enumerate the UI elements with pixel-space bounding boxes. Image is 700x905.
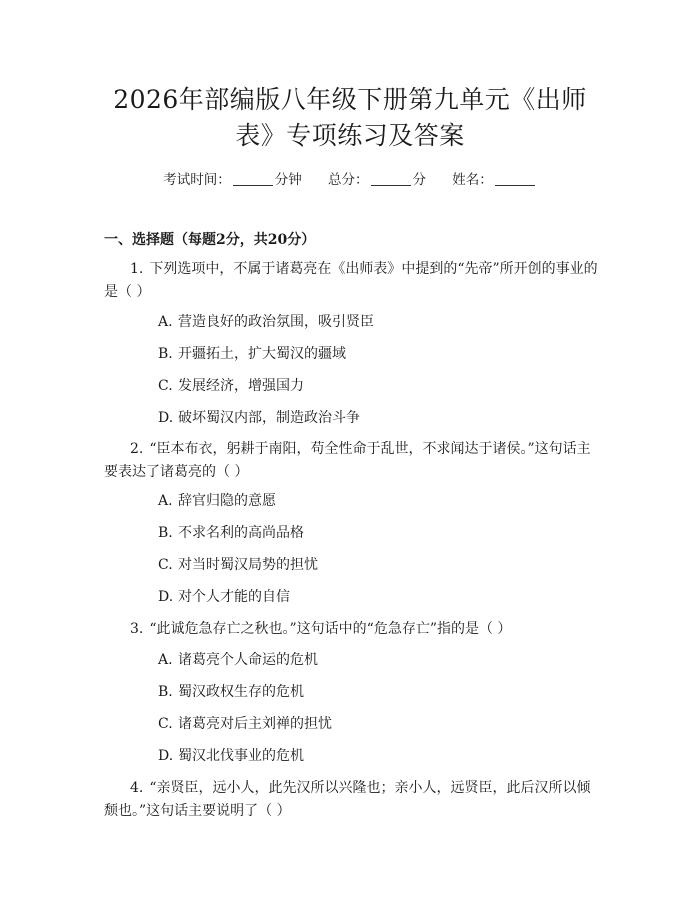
- question-number: 3.: [130, 621, 144, 637]
- option-text: 蜀汉政权生存的危机: [178, 684, 304, 700]
- question-1-option-b: [158, 344, 346, 364]
- exam-time-label: 考试时间：: [163, 172, 231, 188]
- total-score-label: 总分：: [328, 172, 369, 188]
- option-text: 不求名利的高尚品格: [178, 525, 304, 541]
- question-2: [104, 438, 598, 484]
- option-letter: A.: [158, 314, 173, 330]
- question-number: 4.: [130, 780, 144, 796]
- document-title: [60, 82, 640, 154]
- question-number: 1.: [130, 261, 144, 277]
- exam-info: [0, 168, 700, 188]
- question-3-option-b: [158, 682, 304, 702]
- option-text: 发展经济，增强国力: [178, 378, 304, 394]
- exam-time-unit: 分钟: [274, 172, 302, 188]
- student-name-blank: [495, 171, 535, 186]
- question-1-option-c: [158, 376, 304, 396]
- total-score: [328, 168, 426, 188]
- option-letter: B.: [158, 525, 173, 541]
- question-4: [104, 777, 598, 823]
- option-text: 对当时蜀汉局势的担忧: [178, 557, 318, 573]
- question-1-option-a: [158, 312, 374, 332]
- option-letter: C.: [158, 716, 173, 732]
- question-2-option-d: [158, 587, 290, 607]
- question-text: “此诚危急存亡之秋也。”这句话中的“危急存亡”指的是（ ）: [149, 621, 512, 637]
- option-text: 诸葛亮个人命运的危机: [178, 652, 318, 668]
- option-letter: C.: [158, 378, 173, 394]
- question-2-option-a: [158, 491, 276, 511]
- option-letter: A.: [158, 493, 173, 509]
- question-1-option-d: [158, 408, 360, 428]
- option-text: 开疆拓土，扩大蜀汉的疆域: [178, 346, 346, 362]
- exam-time: [163, 168, 302, 188]
- question-1: [104, 258, 598, 304]
- option-letter: D.: [158, 748, 174, 764]
- question-2-option-b: [158, 523, 304, 543]
- option-text: 蜀汉北伐事业的危机: [178, 748, 304, 764]
- option-letter: D.: [158, 589, 174, 605]
- student-name: [452, 168, 537, 188]
- title-line-2: 表》专项练习及答案: [235, 121, 465, 150]
- question-text: “亲贤臣，远小人，此先汉所以兴隆也；亲小人，远贤臣，此后汉所以倾颓也。”这句话主要说明了（ ）: [104, 780, 591, 819]
- option-letter: B.: [158, 346, 173, 362]
- question-3-option-c: [158, 714, 332, 734]
- question-text: “臣本布衣，躬耕于南阳，苟全性命于乱世，不求闻达于诸侯。”这句话主要表达了诸葛亮的（ ）: [104, 441, 591, 480]
- question-2-option-c: [158, 555, 318, 575]
- student-name-label: 姓名：: [452, 172, 493, 188]
- option-letter: D.: [158, 410, 174, 426]
- option-text: 诸葛亮对后主刘禅的担忧: [178, 716, 332, 732]
- title-line-1: 2026年部编版八年级下册第九单元《出师: [113, 85, 587, 114]
- option-letter: A.: [158, 652, 173, 668]
- question-3-option-d: [158, 746, 304, 766]
- exam-time-blank: [233, 171, 273, 186]
- option-text: 辞官归隐的意愿: [178, 493, 276, 509]
- total-score-blank: [371, 171, 411, 186]
- option-text: 对个人才能的自信: [178, 589, 290, 605]
- question-3-option-a: [158, 650, 318, 670]
- total-score-unit: 分: [412, 172, 426, 188]
- question-text: 下列选项中，不属于诸葛亮在《出师表》中提到的“先帝”所开创的事业的是（ ）: [104, 261, 598, 300]
- question-3: [104, 618, 598, 641]
- section-header: 一、选择题（每题2分，共20分）: [104, 232, 316, 248]
- option-text: 营造良好的政治氛围，吸引贤臣: [178, 314, 374, 330]
- option-letter: C.: [158, 557, 173, 573]
- option-letter: B.: [158, 684, 173, 700]
- option-text: 破坏蜀汉内部，制造政治斗争: [178, 410, 360, 426]
- question-number: 2.: [130, 441, 144, 457]
